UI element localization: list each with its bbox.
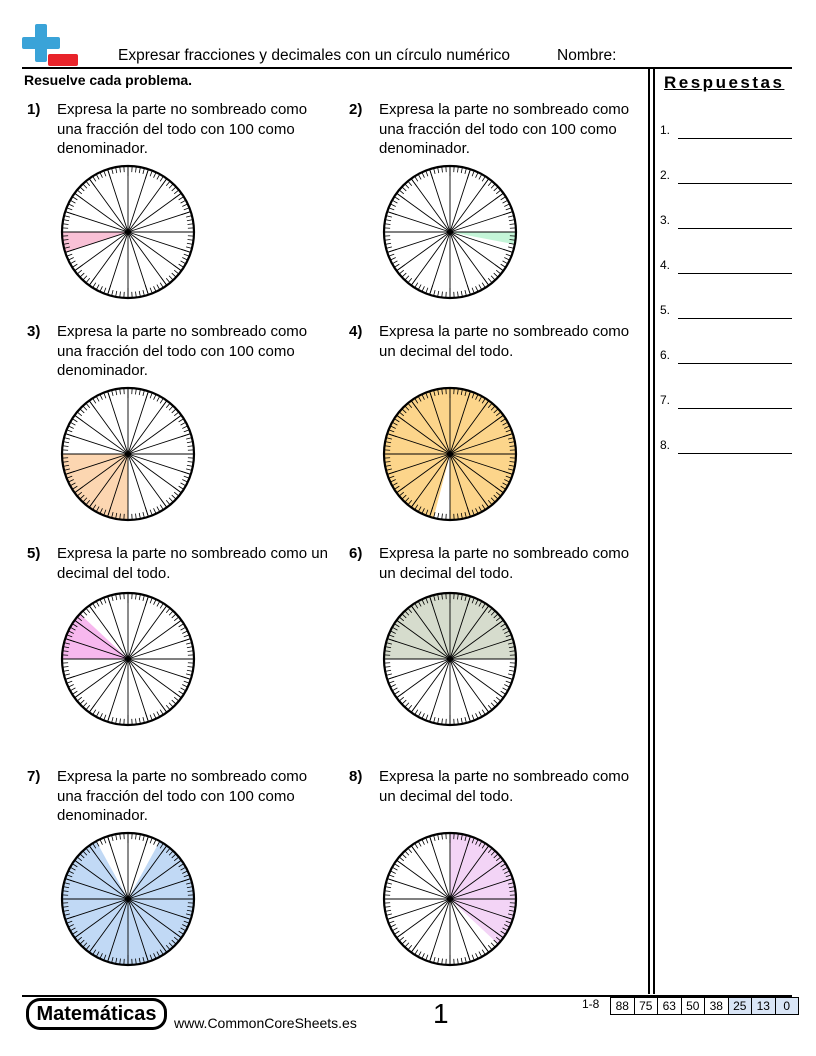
tick-mark [75,193,83,199]
tick-mark [483,179,489,187]
problem-text-line: un decimal del todo. [379,342,514,360]
tick-mark [173,620,181,626]
tick-mark [108,712,111,722]
score-cell: 0 [775,998,799,1014]
problem-text-line: una fracción del todo con 100 como [57,120,295,138]
answer-label-6: 6. [660,348,671,362]
instructions: Resuelve cada problema. [24,72,193,88]
answer-label-5: 5. [660,303,671,317]
tick-mark [161,704,167,712]
answer-label-2: 2. [660,168,671,182]
header-divider [22,67,792,69]
problem-number: 2) [349,101,363,118]
problem-text-line: denominador. [57,362,148,379]
answer-line-4[interactable] [678,273,792,274]
tick-mark [387,879,397,882]
tick-mark [430,169,433,179]
tick-mark [411,277,417,285]
problem-text-line: decimal del todo. [57,564,171,582]
fraction-circle-1 [60,164,196,300]
problem-text-line: una fracción del todo con 100 como [379,120,617,138]
problem-text-line: Expresa la parte no sombreado como [57,768,308,785]
problem-text-line: Expresa la parte no sombreado como [379,101,630,118]
tick-mark [430,285,433,295]
tick-mark [75,692,83,698]
tick-mark [161,606,167,614]
answers-title: Respuestas [664,73,785,92]
tick-mark [108,596,111,606]
fraction-circle-7 [60,831,196,967]
tick-mark [483,704,489,712]
score-cell: 38 [704,998,728,1014]
answer-line-6[interactable] [678,363,792,364]
tick-mark [181,434,191,437]
tick-mark [387,676,397,679]
score-cell: 88 [615,999,629,1013]
tick-mark [430,836,433,846]
tick-mark [503,212,513,215]
tick-mark [145,596,148,606]
tick-mark [483,277,489,285]
tick-mark [89,179,95,187]
tick-mark [181,676,191,679]
tick-mark [145,507,148,517]
problem-text-line: Expresa la parte no sombreado como [379,545,630,562]
problem-text-line: Expresa la parte no sombreado como [57,323,308,340]
tick-mark [145,712,148,722]
tick-mark [411,704,417,712]
answer-line-8[interactable] [678,453,792,454]
fraction-circle-4 [382,386,518,522]
answer-label-8: 8. [660,438,671,452]
problem-text-line: un decimal del todo. [379,564,514,582]
answer-line-2[interactable] [678,183,792,184]
tick-mark [495,692,503,698]
problem-text-line: denominador. [379,140,470,157]
tick-mark [467,285,470,295]
tick-mark [173,265,181,271]
score-cell: 75 [634,998,658,1014]
tick-mark [173,487,181,493]
answer-line-3[interactable] [678,228,792,229]
tick-mark [483,944,489,952]
tick-mark [173,415,181,421]
score-cell: 50 [681,998,705,1014]
problem-text-line: Expresa la parte no sombreado como [379,323,630,340]
tick-mark [108,391,111,401]
problem-text-line: una fracción del todo con 100 como [57,787,295,805]
subject-badge [26,998,167,1030]
score-range-label: 1-8 [582,997,600,1011]
name-label: Nombre: [557,47,617,64]
tick-mark [108,169,111,179]
problem-number: 4) [349,323,363,340]
tick-mark [161,499,167,507]
tick-mark [181,212,191,215]
tick-mark [65,676,75,679]
problem-text-line: denominador. [57,807,148,824]
tick-mark [397,193,405,199]
tick-mark [411,179,417,187]
problem-text-line: Expresa la parte no sombreado como un [57,545,328,562]
tick-mark [397,265,405,271]
answer-label-3: 3. [660,213,671,227]
fraction-circle-6 [382,591,518,727]
tick-mark [397,692,405,698]
tick-mark [467,712,470,722]
tick-mark [173,193,181,199]
problem-text-line: denominador. [57,140,148,157]
tick-mark [503,249,513,252]
tick-mark [411,944,417,952]
tick-mark [161,179,167,187]
tick-mark [75,265,83,271]
answer-line-1[interactable] [678,138,792,139]
worksheet-title: Expresar fracciones y decimales con un círculo numérico [118,47,510,64]
problem-text-line: un decimal del todo. [379,787,514,805]
tick-mark [387,212,397,215]
tick-mark [161,401,167,409]
fraction-circle-3 [60,386,196,522]
tick-mark [89,606,95,614]
tick-mark [467,169,470,179]
answer-label-7: 7. [660,393,671,407]
answer-column-border [648,68,650,994]
tick-mark [89,277,95,285]
problem-text-line: Expresa la parte no sombreado como [379,768,630,785]
tick-mark [181,249,191,252]
fraction-circle-5 [60,591,196,727]
problem-number: 1) [27,101,41,118]
tick-mark [89,704,95,712]
tick-mark [397,860,405,866]
tick-mark [495,265,503,271]
answer-line-7[interactable] [678,408,792,409]
tick-mark [411,846,417,854]
website-link[interactable]: www.CommonCoreSheets.es [174,1015,357,1031]
tick-mark [75,415,83,421]
fraction-circle-2 [382,164,518,300]
tick-mark [387,916,397,919]
tick-mark [108,285,111,295]
tick-mark [65,434,75,437]
problem-number: 5) [27,545,41,562]
plus-minus-logo-icon [22,24,80,70]
answer-line-5[interactable] [678,318,792,319]
problem-number: 8) [349,768,363,785]
tick-mark [145,391,148,401]
tick-mark [430,952,433,962]
answer-label-4: 4. [660,258,671,272]
page-number: 1 [433,998,449,1029]
score-cell: 63 [657,998,681,1014]
tick-mark [387,249,397,252]
tick-mark [65,212,75,215]
subject-badge-label: Matemáticas [29,1001,164,1027]
score-cell: 13 [751,998,775,1014]
score-table [610,997,799,1015]
problem-text-line: Expresa la parte no sombreado como [57,101,308,118]
tick-mark [173,692,181,698]
tick-mark [145,285,148,295]
tick-mark [495,193,503,199]
tick-mark [89,401,95,409]
tick-mark [503,676,513,679]
problem-number: 3) [27,323,41,340]
tick-mark [467,952,470,962]
tick-mark [430,712,433,722]
fraction-circle-8 [382,831,518,967]
tick-mark [161,277,167,285]
tick-mark [108,836,111,846]
score-cell: 25 [728,998,752,1014]
tick-mark [181,471,191,474]
tick-mark [397,932,405,938]
problem-text-line: una fracción del todo con 100 como [57,342,295,360]
tick-mark [181,639,191,642]
tick-mark [145,169,148,179]
problem-number: 6) [349,545,363,562]
answer-column-border-inner [653,68,655,994]
tick-mark [145,836,148,846]
answer-label-1: 1. [660,123,671,137]
problem-number: 7) [27,768,41,785]
